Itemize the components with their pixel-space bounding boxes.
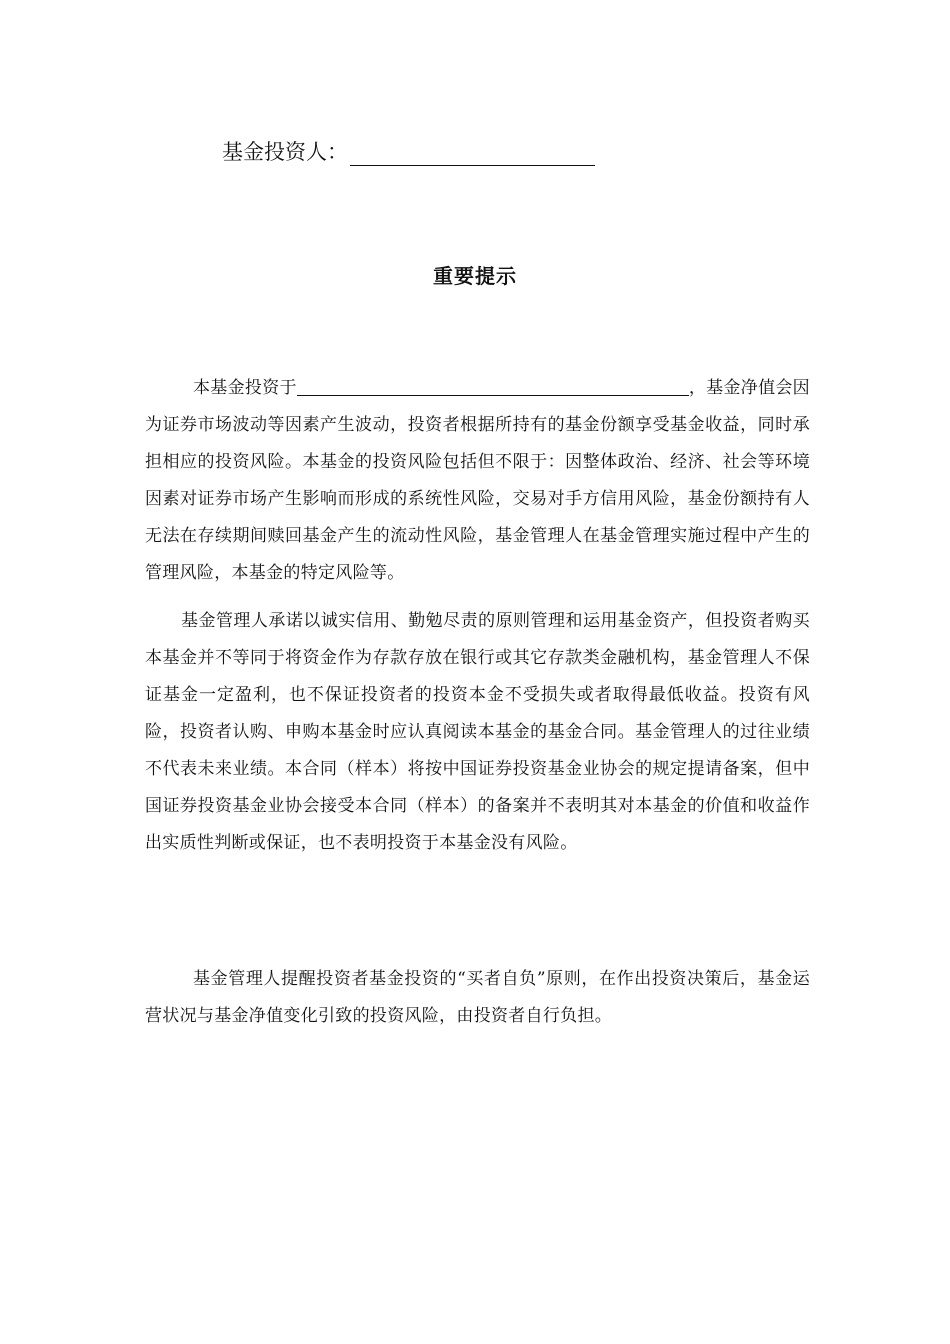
- buyer-beware-paragraph: 基金管理人提醒投资者基金投资的“买者自负”原则，在作出投资决策后，基金运营状况与基金净值变化引致的投资风险，由投资者自行负担。: [145, 969, 810, 1026]
- p1-lead-text: 本基金投资于: [193, 378, 297, 398]
- page-title: 重要提示: [433, 264, 517, 288]
- investment-scope-blank[interactable]: [297, 375, 689, 396]
- investor-name-blank[interactable]: [350, 141, 595, 166]
- investor-signature-line: [222, 138, 595, 166]
- p1-body-text: ，基金净值会因为证券市场波动等因素产生波动，投资者根据所持有的基金份额享受基金收益，同时承担相应的投资风险。本基金的投资风险包括但不限于：因整体政治、经济、社会等环境因素对证券市场产生影响而形成的系统性风险，交易对手方信用风险，基金份额持有人无法在存续期间赎回基金产生的流动性风险，基金管理人在基金管理实施过程中产生的管理风险，本基金的特定风险等。: [145, 378, 810, 583]
- investment-scope-paragraph: [145, 370, 810, 592]
- investor-label: 基金投资人：: [222, 140, 348, 164]
- manager-commitment-paragraph: 基金管理人承诺以诚实信用、勤勉尽责的原则管理和运用基金资产，但投资者购买本基金并不等同于将资金作为存款存放在银行或其它存款类金融机构，基金管理人不保证基金一定盈利，也不保证投资者的投资本金不受损失或者取得最低收益。投资有风险，投资者认购、申购本基金时应认真阅读本基金的基金合同。基金管理人的过往业绩不代表未来业绩。本合同（样本）将按中国证券投资基金业协会的规定提请备案，但中国证券投资基金业协会接受本合同（样本）的备案并不表明其对本基金的价值和收益作出实质性判断或保证，也不表明投资于本基金没有风险。: [145, 611, 810, 853]
